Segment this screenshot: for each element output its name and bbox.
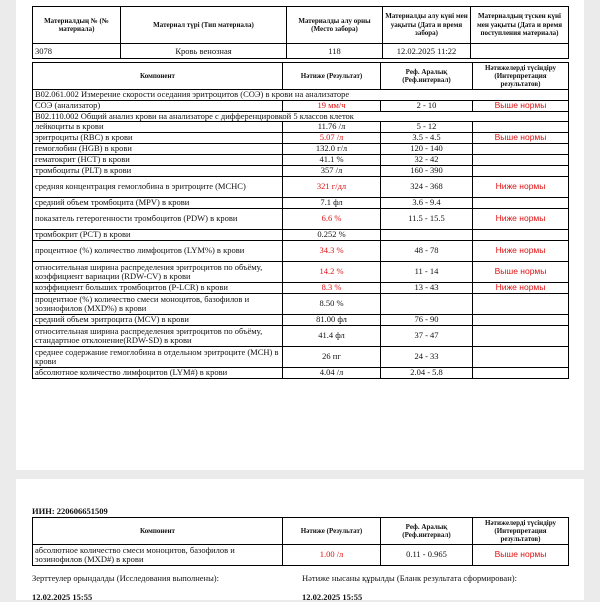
result-reference: 24 - 33 <box>381 347 473 368</box>
result-interpretation: Ниже нормы <box>473 241 569 262</box>
result-component: относительная ширина распределения эритроцитов по объёму, коэффициент вариации (RDW-CV) в крови <box>33 262 283 283</box>
result-value: 321 г/дл <box>283 177 381 198</box>
result-component: гематокрит (HCT) в крови <box>33 155 283 166</box>
result-interpretation <box>473 326 569 347</box>
sample-info-table <box>32 6 569 59</box>
results-table-continued <box>32 517 569 566</box>
received-datetime <box>471 44 569 59</box>
footer-generated-date: 12.02.2025 15:55 <box>302 592 363 602</box>
result-row <box>33 100 569 111</box>
result-component: эритроциты (RBC) в крови <box>33 133 283 144</box>
collection-place: 118 <box>287 44 383 59</box>
header-collection-place: Материалды алу орны (Место забора) <box>287 7 383 44</box>
result-interpretation <box>473 122 569 133</box>
result-value: 26 пг <box>283 347 381 368</box>
result-interpretation: Выше нормы <box>473 133 569 144</box>
result-component: коэффициент больших тромбоцитов (P-LCR) в крови <box>33 283 283 294</box>
result-component: средняя концентрация гемоглобина в эритроците (MCHC) <box>33 177 283 198</box>
result-interpretation <box>473 144 569 155</box>
result-reference: 13 - 43 <box>381 283 473 294</box>
result-reference: 11.5 - 15.5 <box>381 209 473 230</box>
result-value: 5.07 /л <box>283 133 381 144</box>
col-result: Нәтиже (Результат) <box>283 518 381 545</box>
patient-iin: ИИН: 220606651509 <box>32 506 108 516</box>
footer-performed-label: Зерттеулер орындалды (Исследования выполнены): <box>32 573 219 583</box>
result-reference: 3.5 - 4.5 <box>381 133 473 144</box>
col-reference: Реф. Аралық (Реф.интервал) <box>381 63 473 90</box>
result-reference: 48 - 78 <box>381 241 473 262</box>
section-title-esr: B02.061.002 Измерение скорости оседания эритроцитов (СОЭ) в крови на анализаторе <box>33 90 569 101</box>
result-row <box>33 368 569 379</box>
result-interpretation <box>473 294 569 315</box>
result-value: 8.3 % <box>283 283 381 294</box>
section-title-cbc: B02.110.002 Общий анализ крови на анализаторе с дифференцировкой 5 классов клеток <box>33 111 569 122</box>
result-interpretation <box>473 198 569 209</box>
result-value: 41.1 % <box>283 155 381 166</box>
continued-rows <box>33 545 569 566</box>
result-component: СОЭ (анализатор) <box>33 100 283 111</box>
result-reference: 3.6 - 9.4 <box>381 198 473 209</box>
result-reference: 120 - 140 <box>381 144 473 155</box>
header-received-datetime: Материалдың түскен күні мен уақыты (Дата и время поступления материала) <box>471 7 569 44</box>
result-reference <box>381 294 473 315</box>
col-interpretation: Нәтижелерді түсіндіру (Интерпретация результатов) <box>473 518 569 545</box>
result-row <box>33 545 569 566</box>
result-reference: 32 - 42 <box>381 155 473 166</box>
result-reference: 2 - 10 <box>381 100 473 111</box>
result-interpretation: Выше нормы <box>473 262 569 283</box>
result-row <box>33 177 569 198</box>
result-interpretation: Выше нормы <box>473 545 569 566</box>
result-reference: 0.11 - 0.965 <box>381 545 473 566</box>
result-component: абсолютное количество смеси моноцитов, базофилов и эозинофилов (MXD#) в крови <box>33 545 283 566</box>
result-row <box>33 209 569 230</box>
result-interpretation <box>473 347 569 368</box>
result-row <box>33 155 569 166</box>
result-row <box>33 326 569 347</box>
result-row <box>33 241 569 262</box>
col-result: Нәтиже (Результат) <box>283 63 381 90</box>
result-interpretation <box>473 155 569 166</box>
result-value: 4.04 /л <box>283 368 381 379</box>
result-value: 14.2 % <box>283 262 381 283</box>
col-reference: Реф. Аралық (Реф.интервал) <box>381 518 473 545</box>
col-interpretation: Нәтижелерді түсіндіру (Интерпретация результатов) <box>473 63 569 90</box>
result-component: процентное (%) количество лимфоцитов (LYM%) в крови <box>33 241 283 262</box>
result-reference: 160 - 390 <box>381 166 473 177</box>
result-value: 1.00 /л <box>283 545 381 566</box>
result-reference: 37 - 47 <box>381 326 473 347</box>
result-value: 132.0 г/л <box>283 144 381 155</box>
result-reference <box>381 230 473 241</box>
result-reference: 2.04 - 5.8 <box>381 368 473 379</box>
result-row <box>33 347 569 368</box>
result-interpretation: Ниже нормы <box>473 209 569 230</box>
result-value: 34.3 % <box>283 241 381 262</box>
result-value: 0.252 % <box>283 230 381 241</box>
result-interpretation: Ниже нормы <box>473 177 569 198</box>
result-component: лейкоциты в крови <box>33 122 283 133</box>
result-row <box>33 283 569 294</box>
results-table <box>32 62 569 379</box>
result-value: 6.6 % <box>283 209 381 230</box>
result-interpretation <box>473 166 569 177</box>
result-component: средний объем эритроцита (MCV) в крови <box>33 315 283 326</box>
result-row <box>33 230 569 241</box>
result-row <box>33 144 569 155</box>
header-material-type: Материал түрі (Тип материала) <box>121 7 287 44</box>
result-interpretation <box>473 230 569 241</box>
result-component: абсолютное количество лимфоцитов (LYM#) в крови <box>33 368 283 379</box>
result-value: 357 /л <box>283 166 381 177</box>
material-type: Кровь венозная <box>121 44 287 59</box>
result-row <box>33 133 569 144</box>
result-component: относительная ширина распределения эритроцитов по объёму, стандартное отклонение(RDW-SD) в крови <box>33 326 283 347</box>
result-row <box>33 198 569 209</box>
result-interpretation <box>473 315 569 326</box>
section-esr-rows <box>33 100 569 111</box>
result-value: 41.4 фл <box>283 326 381 347</box>
collection-datetime: 12.02.2025 11:22 <box>383 44 471 59</box>
section-cbc-rows <box>33 122 569 379</box>
result-value: 19 мм/ч <box>283 100 381 111</box>
result-component: тромбоциты (PLT) в крови <box>33 166 283 177</box>
result-interpretation <box>473 368 569 379</box>
result-reference: 76 - 90 <box>381 315 473 326</box>
result-row <box>33 294 569 315</box>
footer-performed <box>32 573 219 602</box>
result-reference: 11 - 14 <box>381 262 473 283</box>
result-value: 81.00 фл <box>283 315 381 326</box>
report-page-1 <box>16 0 584 470</box>
header-material-number: Материалдың № (№ материала) <box>33 7 121 44</box>
result-value: 11.76 /л <box>283 122 381 133</box>
result-interpretation: Выше нормы <box>473 100 569 111</box>
col-component: Компонент <box>33 63 283 90</box>
result-component: тромбокрит (PCT) в крови <box>33 230 283 241</box>
result-component: гемоглобин (HGB) в крови <box>33 144 283 155</box>
footer-generated-label: Нәтиже нысаны құрылды (Бланк результата сформирован): <box>302 573 517 583</box>
result-component: процентное (%) количество смеси моноцитов, базофилов и эозинофилов (MXD%) в крови <box>33 294 283 315</box>
result-component: средний объем тромбоцита (MPV) в крови <box>33 198 283 209</box>
report-page-2 <box>16 479 584 600</box>
material-number: 3078 <box>33 44 121 59</box>
result-component: среднее содержание гемоглобина в отдельном эритроците (MCH) в крови <box>33 347 283 368</box>
result-reference: 5 - 12 <box>381 122 473 133</box>
result-row <box>33 262 569 283</box>
col-component: Компонент <box>33 518 283 545</box>
footer-performed-date: 12.02.2025 15:55 <box>32 592 93 602</box>
result-row <box>33 166 569 177</box>
result-interpretation: Ниже нормы <box>473 283 569 294</box>
result-row <box>33 122 569 133</box>
result-value: 7.1 фл <box>283 198 381 209</box>
result-value: 8.50 % <box>283 294 381 315</box>
result-component: показатель гетерогенности тромбоцитов (PDW) в крови <box>33 209 283 230</box>
result-row <box>33 315 569 326</box>
result-reference: 324 - 368 <box>381 177 473 198</box>
header-collection-datetime: Материалды алу күні мен уақыты (Дата и время забора) <box>383 7 471 44</box>
footer-generated <box>302 573 517 602</box>
